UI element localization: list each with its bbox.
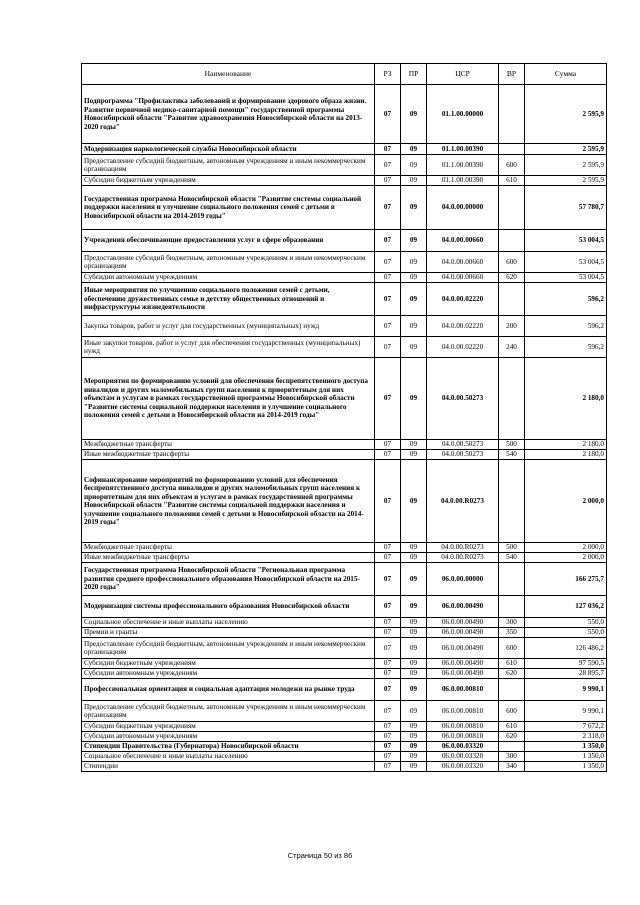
table-row xyxy=(82,155,607,176)
cell-vr: 500 xyxy=(499,543,525,553)
cell-vr: 610 xyxy=(499,176,525,186)
table-row xyxy=(82,659,607,669)
table-row xyxy=(82,85,607,144)
cell-vr xyxy=(499,742,525,752)
cell-pr: 09 xyxy=(401,85,427,144)
table-row xyxy=(82,543,607,553)
cell-vr: 620 xyxy=(499,732,525,742)
cell-rz: 07 xyxy=(375,155,401,176)
cell-vr xyxy=(499,144,525,155)
cell-rz: 07 xyxy=(375,85,401,144)
cell-sum: 7 672,2 xyxy=(525,722,607,732)
cell-csr: 04.0.00.50273 xyxy=(427,450,499,460)
cell-rz: 07 xyxy=(375,358,401,440)
table-row xyxy=(82,679,607,701)
header-sum: Сумма xyxy=(525,64,607,85)
table-row xyxy=(82,732,607,742)
cell-csr: 04.0.00.50273 xyxy=(427,358,499,440)
cell-name: Модернизация наркологической службы Новосибирской области xyxy=(82,144,375,155)
cell-vr: 600 xyxy=(499,701,525,722)
budget-table xyxy=(81,63,607,772)
cell-csr: 06.0.00.00000 xyxy=(427,563,499,596)
cell-csr: 04.0.00.00000 xyxy=(427,186,499,230)
cell-pr: 09 xyxy=(401,701,427,722)
cell-sum: 57 780,7 xyxy=(525,186,607,230)
table-row xyxy=(82,669,607,679)
cell-csr: 04.0.00.50273 xyxy=(427,440,499,450)
cell-rz: 07 xyxy=(375,596,401,618)
cell-csr: 04.0.00.02220 xyxy=(427,337,499,358)
cell-rz: 07 xyxy=(375,679,401,701)
cell-sum: 2 000,0 xyxy=(525,460,607,543)
cell-vr xyxy=(499,283,525,316)
cell-rz: 07 xyxy=(375,553,401,563)
cell-rz: 07 xyxy=(375,563,401,596)
cell-pr: 09 xyxy=(401,155,427,176)
cell-rz: 07 xyxy=(375,742,401,752)
table-row xyxy=(82,618,607,628)
cell-csr: 06.0.00.00810 xyxy=(427,679,499,701)
cell-name: Иные межбюджетные трансферты xyxy=(82,553,375,563)
cell-rz: 07 xyxy=(375,186,401,230)
cell-vr: 540 xyxy=(499,553,525,563)
cell-vr: 200 xyxy=(499,316,525,337)
table-row xyxy=(82,638,607,659)
cell-vr: 600 xyxy=(499,155,525,176)
table-row xyxy=(82,252,607,273)
cell-rz: 07 xyxy=(375,440,401,450)
cell-name: Субсидии автономным учреждениям xyxy=(82,669,375,679)
cell-csr: 06.0.00.03320 xyxy=(427,752,499,762)
cell-csr: 06.0.00.00810 xyxy=(427,732,499,742)
cell-name: Иные мероприятия по улучшению социального положения семей с детьми, обеспечению дружественных семье и детству общественных отношений и инфраструктуры жизнедеятельности xyxy=(82,283,375,316)
cell-rz: 07 xyxy=(375,762,401,772)
cell-csr: 04.0.00.R0273 xyxy=(427,553,499,563)
cell-name: Стипендии xyxy=(82,762,375,772)
cell-sum: 550,0 xyxy=(525,628,607,638)
table-row xyxy=(82,450,607,460)
cell-rz: 07 xyxy=(375,752,401,762)
cell-rz: 07 xyxy=(375,337,401,358)
cell-csr: 06.0.00.00810 xyxy=(427,701,499,722)
cell-vr xyxy=(499,186,525,230)
cell-sum: 53 004,5 xyxy=(525,252,607,273)
cell-sum: 596,2 xyxy=(525,283,607,316)
header-csr: ЦСР xyxy=(427,64,499,85)
cell-sum: 166 275,7 xyxy=(525,563,607,596)
cell-vr: 620 xyxy=(499,669,525,679)
cell-name: Софинансирование мероприятий по формированию условий для обеспечения беспрепятственного доступа инвалидов и других маломобильных групп населения к приоритетным для них объектам и услугам в рамках государственной программы Новосибирской области "Развитие системы социальной поддержки населения и улучшение социального положения семей с детьми в Новосибирской области на 2014-2019 годы" xyxy=(82,460,375,543)
cell-name: Субсидии бюджетным учреждениям xyxy=(82,722,375,732)
cell-rz: 07 xyxy=(375,543,401,553)
cell-vr: 600 xyxy=(499,638,525,659)
cell-csr: 04.0.00.02220 xyxy=(427,283,499,316)
cell-rz: 07 xyxy=(375,176,401,186)
cell-pr: 09 xyxy=(401,337,427,358)
cell-pr: 09 xyxy=(401,752,427,762)
cell-name: Субсидии автономным учреждениям xyxy=(82,732,375,742)
cell-rz: 07 xyxy=(375,144,401,155)
table-row xyxy=(82,722,607,732)
table-row xyxy=(82,701,607,722)
cell-pr: 09 xyxy=(401,659,427,669)
cell-pr: 09 xyxy=(401,638,427,659)
cell-vr: 340 xyxy=(499,762,525,772)
cell-csr: 01.1.00.00390 xyxy=(427,176,499,186)
cell-pr: 09 xyxy=(401,722,427,732)
cell-vr xyxy=(499,679,525,701)
cell-pr: 09 xyxy=(401,273,427,283)
cell-rz: 07 xyxy=(375,722,401,732)
cell-pr: 09 xyxy=(401,543,427,553)
table-row xyxy=(82,230,607,252)
cell-name: Социальное обеспечение и иные выплаты населению xyxy=(82,618,375,628)
cell-rz: 07 xyxy=(375,273,401,283)
cell-name: Закупка товаров, работ и услуг для государственных (муниципальных) нужд xyxy=(82,316,375,337)
cell-sum: 2 595,9 xyxy=(525,176,607,186)
header-pr: ПР xyxy=(401,64,427,85)
cell-sum: 9 990,1 xyxy=(525,679,607,701)
cell-rz: 07 xyxy=(375,701,401,722)
cell-sum: 2 180,0 xyxy=(525,358,607,440)
cell-pr: 09 xyxy=(401,144,427,155)
cell-csr: 06.0.00.00490 xyxy=(427,628,499,638)
cell-csr: 06.0.00.03320 xyxy=(427,742,499,752)
cell-pr: 09 xyxy=(401,628,427,638)
cell-name: Модернизация системы профессионального образования Новосибирской области xyxy=(82,596,375,618)
cell-csr: 06.0.00.00490 xyxy=(427,638,499,659)
cell-sum: 53 004,5 xyxy=(525,230,607,252)
cell-rz: 07 xyxy=(375,283,401,316)
cell-name: Межбюджетные трансферты xyxy=(82,543,375,553)
cell-name: Иные межбюджетные трансферты xyxy=(82,450,375,460)
cell-rz: 07 xyxy=(375,618,401,628)
cell-vr xyxy=(499,230,525,252)
cell-pr: 09 xyxy=(401,762,427,772)
table-row xyxy=(82,316,607,337)
cell-name: Предоставление субсидий бюджетным, автономным учреждениям и иным некоммерческим организациям xyxy=(82,155,375,176)
cell-name: Мероприятия по формированию условий для обеспечения беспрепятственного доступа инвалидов и других маломобильных групп населения к приоритетным для них объектам и услугам в рамках государственной программы Новосибирской области "Развитие системы социальной поддержки населения и улучшение социального положения семей с детьми в Новосибирской области на 2014-2019 годы" xyxy=(82,358,375,440)
cell-rz: 07 xyxy=(375,732,401,742)
cell-vr: 600 xyxy=(499,252,525,273)
cell-vr: 540 xyxy=(499,450,525,460)
header-vr: ВР xyxy=(499,64,525,85)
cell-name: Подпрограмма "Профилактика заболеваний и формирование здорового образа жизни. Развитие первичной медико-санитарной помощи" государственной программы Новосибирской области "Развитие здравоохранения Новосибирской области на 2013-2020 годы" xyxy=(82,85,375,144)
cell-vr xyxy=(499,85,525,144)
table-row xyxy=(82,358,607,440)
cell-vr xyxy=(499,563,525,596)
cell-pr: 09 xyxy=(401,596,427,618)
cell-pr: 09 xyxy=(401,563,427,596)
header-name: Наименование xyxy=(82,64,375,85)
cell-name: Предоставление субсидий бюджетным, автономным учреждениям и иным некоммерческим организациям xyxy=(82,701,375,722)
cell-sum: 2 595,9 xyxy=(525,85,607,144)
cell-vr: 610 xyxy=(499,659,525,669)
cell-name: Субсидии бюджетным учреждениям xyxy=(82,176,375,186)
cell-csr: 01.1.00.00390 xyxy=(427,144,499,155)
page-footer: Страница 50 из 86 xyxy=(287,851,353,860)
cell-csr: 01.1.00.00390 xyxy=(427,155,499,176)
table-row xyxy=(82,596,607,618)
cell-rz: 07 xyxy=(375,316,401,337)
cell-csr: 04.0.00.R0273 xyxy=(427,543,499,553)
cell-csr: 01.1.00.00000 xyxy=(427,85,499,144)
table-row xyxy=(82,563,607,596)
cell-pr: 09 xyxy=(401,186,427,230)
cell-sum: 9 990,1 xyxy=(525,701,607,722)
cell-csr: 06.0.00.00810 xyxy=(427,722,499,732)
cell-vr: 620 xyxy=(499,273,525,283)
cell-name: Государственная программа Новосибирской области "Развитие системы социальной поддержки населения и улучшение социального положения семей с детьми в Новосибирской области на 2014-2019 годы" xyxy=(82,186,375,230)
table-row xyxy=(82,628,607,638)
cell-csr: 06.0.00.00490 xyxy=(427,669,499,679)
cell-pr: 09 xyxy=(401,553,427,563)
table-row xyxy=(82,176,607,186)
cell-pr: 09 xyxy=(401,679,427,701)
cell-rz: 07 xyxy=(375,659,401,669)
cell-rz: 07 xyxy=(375,460,401,543)
cell-name: Иные закупки товаров, работ и услуг для обеспечения государственных (муниципальных) нужд xyxy=(82,337,375,358)
cell-vr: 610 xyxy=(499,722,525,732)
table-row xyxy=(82,337,607,358)
cell-sum: 97 590,5 xyxy=(525,659,607,669)
cell-vr: 300 xyxy=(499,618,525,628)
cell-csr: 06.0.00.00490 xyxy=(427,596,499,618)
cell-pr: 09 xyxy=(401,252,427,273)
cell-rz: 07 xyxy=(375,230,401,252)
cell-vr: 240 xyxy=(499,337,525,358)
cell-rz: 07 xyxy=(375,628,401,638)
cell-csr: 04.0.00.00660 xyxy=(427,230,499,252)
table-row xyxy=(82,283,607,316)
cell-sum: 2 000,0 xyxy=(525,553,607,563)
cell-vr xyxy=(499,596,525,618)
table-row xyxy=(82,752,607,762)
cell-vr: 300 xyxy=(499,752,525,762)
cell-pr: 09 xyxy=(401,669,427,679)
cell-sum: 2 180,0 xyxy=(525,440,607,450)
cell-sum: 550,0 xyxy=(525,618,607,628)
cell-csr: 06.0.00.00490 xyxy=(427,659,499,669)
cell-name: Социальное обеспечение и иные выплаты населению xyxy=(82,752,375,762)
cell-csr: 06.0.00.03320 xyxy=(427,762,499,772)
cell-sum: 2 000,0 xyxy=(525,543,607,553)
cell-name: Субсидии автономным учреждениям xyxy=(82,273,375,283)
table-header-row xyxy=(82,64,607,85)
table-row xyxy=(82,273,607,283)
cell-name: Межбюджетные трансферты xyxy=(82,440,375,450)
cell-pr: 09 xyxy=(401,316,427,337)
cell-sum: 53 004,5 xyxy=(525,273,607,283)
cell-rz: 07 xyxy=(375,252,401,273)
cell-name: Предоставление субсидий бюджетным, автономным учреждениям и иным некоммерческим организациям xyxy=(82,638,375,659)
table-row xyxy=(82,440,607,450)
cell-sum: 1 350,0 xyxy=(525,752,607,762)
cell-sum: 2 180,0 xyxy=(525,450,607,460)
cell-pr: 09 xyxy=(401,358,427,440)
cell-name: Профессиональная ориентация и социальная адаптация молодежи на рынке труда xyxy=(82,679,375,701)
cell-rz: 07 xyxy=(375,450,401,460)
cell-csr: 06.0.00.00490 xyxy=(427,618,499,628)
cell-name: Стипендии Правительства (Губернатора) Новосибирской области xyxy=(82,742,375,752)
cell-sum: 2 318,0 xyxy=(525,732,607,742)
cell-pr: 09 xyxy=(401,618,427,628)
table-row xyxy=(82,742,607,752)
cell-name: Субсидии бюджетным учреждениям xyxy=(82,659,375,669)
cell-vr xyxy=(499,460,525,543)
cell-sum: 28 895,7 xyxy=(525,669,607,679)
cell-pr: 09 xyxy=(401,283,427,316)
cell-pr: 09 xyxy=(401,176,427,186)
cell-pr: 09 xyxy=(401,732,427,742)
cell-csr: 04.0.00.R0273 xyxy=(427,460,499,543)
cell-pr: 09 xyxy=(401,450,427,460)
cell-sum: 126 486,2 xyxy=(525,638,607,659)
cell-pr: 09 xyxy=(401,440,427,450)
cell-sum: 1 350,0 xyxy=(525,742,607,752)
cell-sum: 1 350,0 xyxy=(525,762,607,772)
cell-csr: 04.0.00.02220 xyxy=(427,316,499,337)
cell-vr xyxy=(499,358,525,440)
table-row xyxy=(82,553,607,563)
cell-name: Государственная программа Новосибирской области "Региональная программа развития среднего профессионального образования Новосибирской области на 2015-2020 годы" xyxy=(82,563,375,596)
cell-vr: 500 xyxy=(499,440,525,450)
header-rz: РЗ xyxy=(375,64,401,85)
cell-sum: 127 036,2 xyxy=(525,596,607,618)
cell-vr: 350 xyxy=(499,628,525,638)
cell-sum: 2 595,9 xyxy=(525,144,607,155)
cell-name: Премии и гранты xyxy=(82,628,375,638)
cell-rz: 07 xyxy=(375,669,401,679)
table-row xyxy=(82,144,607,155)
cell-sum: 596,2 xyxy=(525,337,607,358)
budget-table-container xyxy=(81,63,606,772)
table-row xyxy=(82,460,607,543)
cell-pr: 09 xyxy=(401,230,427,252)
cell-rz: 07 xyxy=(375,638,401,659)
cell-sum: 2 595,9 xyxy=(525,155,607,176)
cell-name: Предоставление субсидий бюджетным, автономным учреждениям и иным некоммерческим организациям xyxy=(82,252,375,273)
table-row xyxy=(82,762,607,772)
cell-pr: 09 xyxy=(401,460,427,543)
cell-csr: 04.0.00.00660 xyxy=(427,273,499,283)
cell-name: Учреждения обеспечивающие предоставления услуг в сфере образования xyxy=(82,230,375,252)
cell-csr: 04.0.00.00660 xyxy=(427,252,499,273)
table-row xyxy=(82,186,607,230)
cell-pr: 09 xyxy=(401,742,427,752)
cell-sum: 596,2 xyxy=(525,316,607,337)
